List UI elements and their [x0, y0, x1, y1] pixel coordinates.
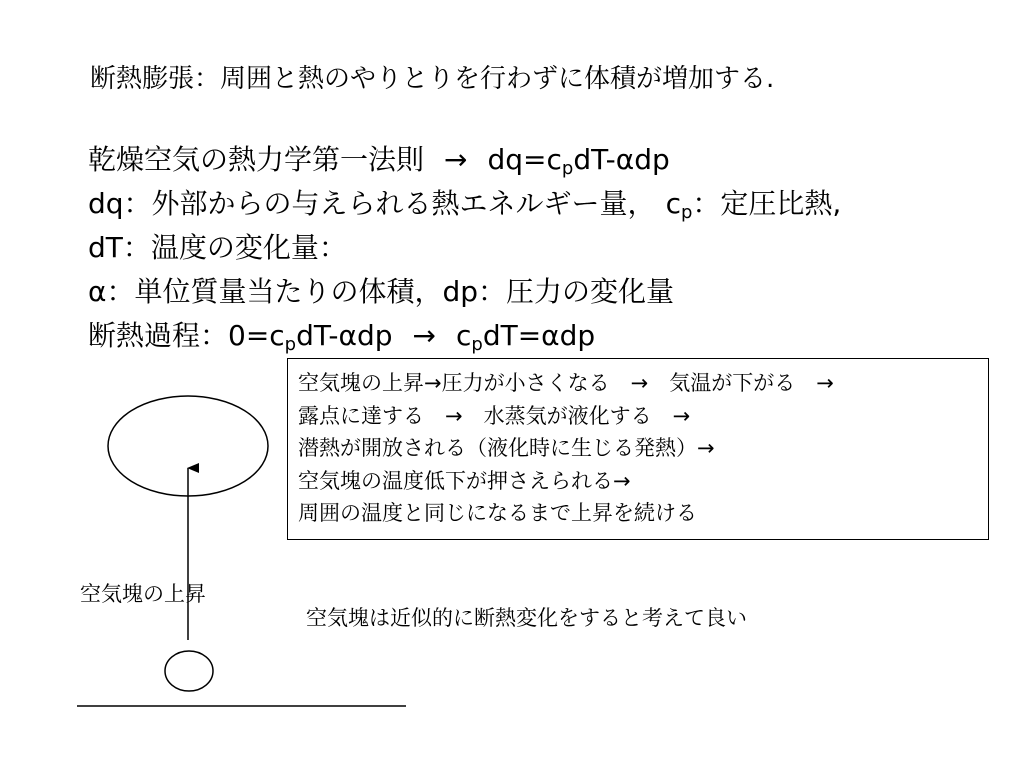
process-step: 潜熱が開放される（液化時に生じる発熱）→: [298, 436, 715, 460]
adiabatic-result: dT=αdp: [482, 319, 596, 352]
large-air-parcel: [108, 396, 268, 496]
rise-label: 空気塊の上昇: [80, 582, 206, 606]
dq-definition-line: [88, 182, 841, 226]
cp-symbol: c: [665, 187, 681, 220]
dT-definition-line: dT：温度の変化量：: [88, 231, 347, 264]
process-box: [287, 358, 989, 540]
adiabatic-prefix: 断熱過程：0=c: [88, 319, 285, 352]
adiabatic-arrow: →: [412, 319, 436, 352]
first-law-line: [88, 138, 841, 182]
process-step: 周囲の温度と同じになるまで上昇を続ける: [298, 501, 697, 525]
first-law-eq-a: dq=c: [487, 143, 562, 176]
adiabatic-subscript: p: [284, 334, 297, 355]
process-step: 空気塊の上昇→圧力が小さくなる → 気温が下がる →: [298, 371, 834, 395]
cp-subscript: p: [680, 202, 693, 223]
first-law-prefix: 乾燥空気の熱力学第一法則: [88, 143, 425, 176]
adiabatic-mid: dT-αdp: [296, 319, 393, 352]
first-law-eq-b: dT-αdp: [573, 143, 670, 176]
first-law-subscript: p: [561, 158, 574, 179]
first-law-arrow: →: [444, 143, 468, 176]
process-step: 露点に達する → 水蒸気が液化する →: [298, 403, 691, 428]
process-step: 空気塊の温度低下が押さえられる→: [298, 468, 631, 493]
slide-title: 断熱膨張：周囲と熱のやりとりを行わずに体積が増加する.: [90, 64, 775, 94]
equation-block: [88, 138, 841, 358]
cp-definition: ：定圧比熱,: [692, 187, 842, 220]
dq-definition: dq：外部からの与えられる熱エネルギー量，: [88, 187, 656, 220]
small-air-parcel: [165, 651, 213, 691]
adiabatic-subscript-2: p: [471, 334, 483, 355]
conclusion-text: 空気塊は近似的に断熱変化をすると考えて良い: [306, 606, 747, 630]
adiabatic-process-line: [88, 314, 841, 358]
adiabatic-c: c: [456, 319, 472, 352]
alpha-definition-line: α：単位質量当たりの体積，dp：圧力の変化量: [88, 275, 675, 308]
